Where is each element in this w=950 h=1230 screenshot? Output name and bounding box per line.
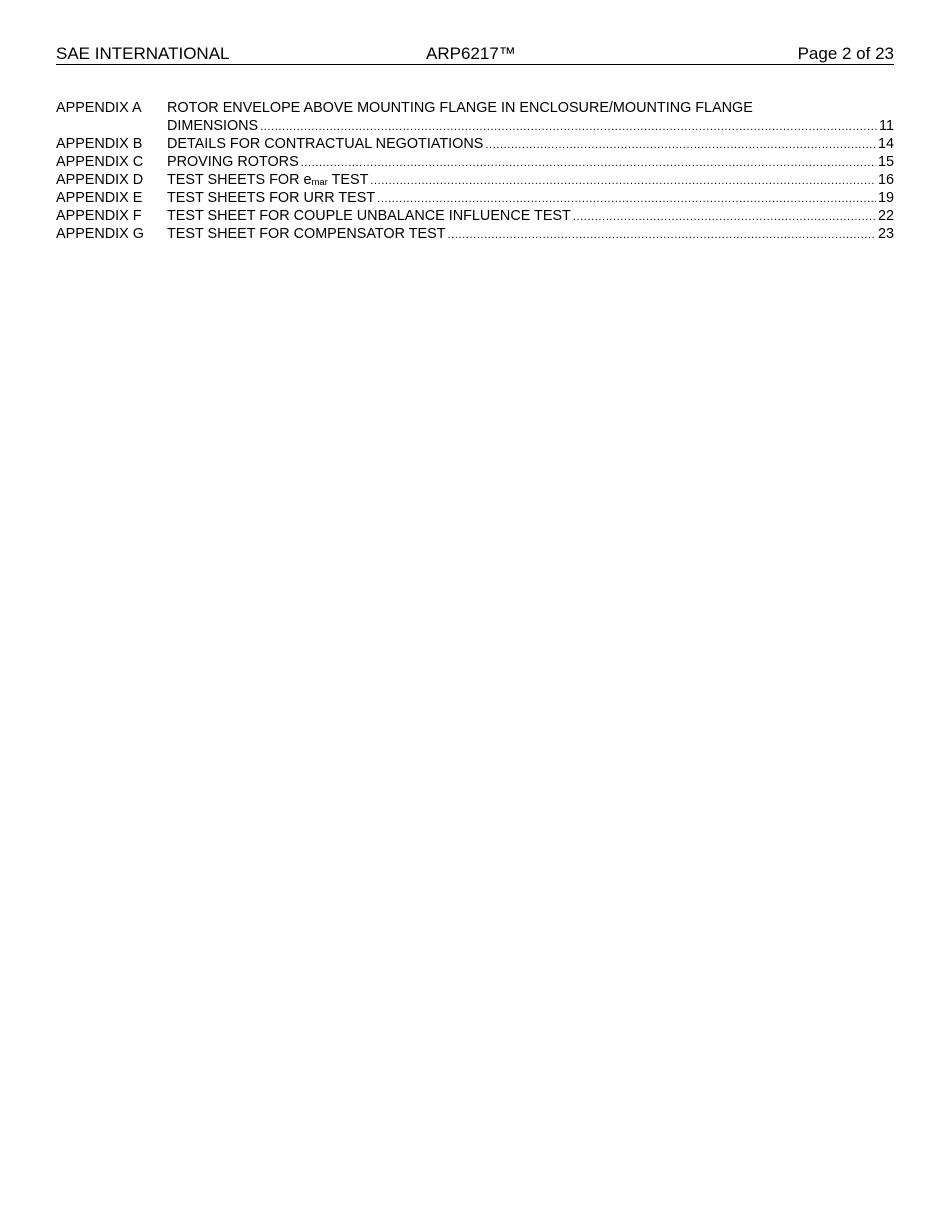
toc-entry-title: DIMENSIONS [167, 118, 259, 134]
toc-entry-label: APPENDIX A [56, 100, 142, 116]
toc-dot-leader [260, 117, 877, 136]
toc-entry-appendix-e[interactable] [56, 189, 894, 207]
toc-entry-label: APPENDIX E [56, 190, 143, 206]
toc-entry-title: TEST SHEETS FOR URR TEST [167, 190, 376, 206]
toc-entry-label: APPENDIX G [56, 226, 144, 242]
toc-entry-page: 23 [877, 226, 894, 242]
toc-dot-leader [370, 171, 876, 190]
toc-entry-title-subscript: mar [311, 177, 328, 188]
toc-entry-title-prefix: TEST SHEETS FOR e [167, 172, 312, 188]
toc-entry-appendix-g[interactable] [56, 225, 894, 243]
header-page-number: Page 2 of 23 [797, 44, 894, 63]
toc-entry-page: 19 [877, 190, 894, 206]
toc-entry-label: APPENDIX C [56, 154, 144, 170]
toc-dot-leader [301, 153, 876, 172]
toc-dot-leader [573, 207, 876, 226]
toc-entry-title [167, 171, 368, 191]
toc-entry-page: 22 [877, 208, 894, 224]
toc-entry-page: 14 [877, 136, 894, 152]
toc-entry-appendix-f[interactable] [56, 207, 894, 225]
toc-entry-appendix-a[interactable] [56, 99, 894, 135]
toc-dot-leader [377, 189, 876, 208]
toc-dot-leader [485, 135, 876, 154]
toc-entry-page: 16 [877, 172, 894, 188]
toc-entry-title: TEST SHEET FOR COUPLE UNBALANCE INFLUENCE TEST [167, 208, 571, 224]
toc-entry-title: PROVING ROTORS [167, 154, 299, 170]
toc-entry-page: 15 [877, 154, 894, 170]
toc-entry-label: APPENDIX D [56, 172, 144, 188]
toc-entry-label: APPENDIX B [56, 136, 143, 152]
appendix-table-of-contents [56, 99, 894, 243]
header-organization: SAE INTERNATIONAL [56, 44, 230, 63]
toc-entry-appendix-b[interactable] [56, 135, 894, 153]
toc-entry-label: APPENDIX F [56, 208, 142, 224]
toc-entry-appendix-d[interactable] [56, 171, 894, 189]
page-header [56, 44, 894, 65]
toc-entry-title-line1: ROTOR ENVELOPE ABOVE MOUNTING FLANGE IN ENCLOSURE/MOUNTING FLANGE [167, 100, 753, 116]
header-document-id: ARP6217™ [426, 44, 516, 63]
toc-dot-leader [448, 225, 876, 244]
toc-entry-appendix-c[interactable] [56, 153, 894, 171]
toc-entry-title: DETAILS FOR CONTRACTUAL NEGOTIATIONS [167, 136, 484, 152]
toc-entry-title-suffix: TEST [327, 172, 369, 188]
toc-entry-page: 11 [879, 118, 894, 134]
toc-entry-title: TEST SHEET FOR COMPENSATOR TEST [167, 226, 446, 242]
